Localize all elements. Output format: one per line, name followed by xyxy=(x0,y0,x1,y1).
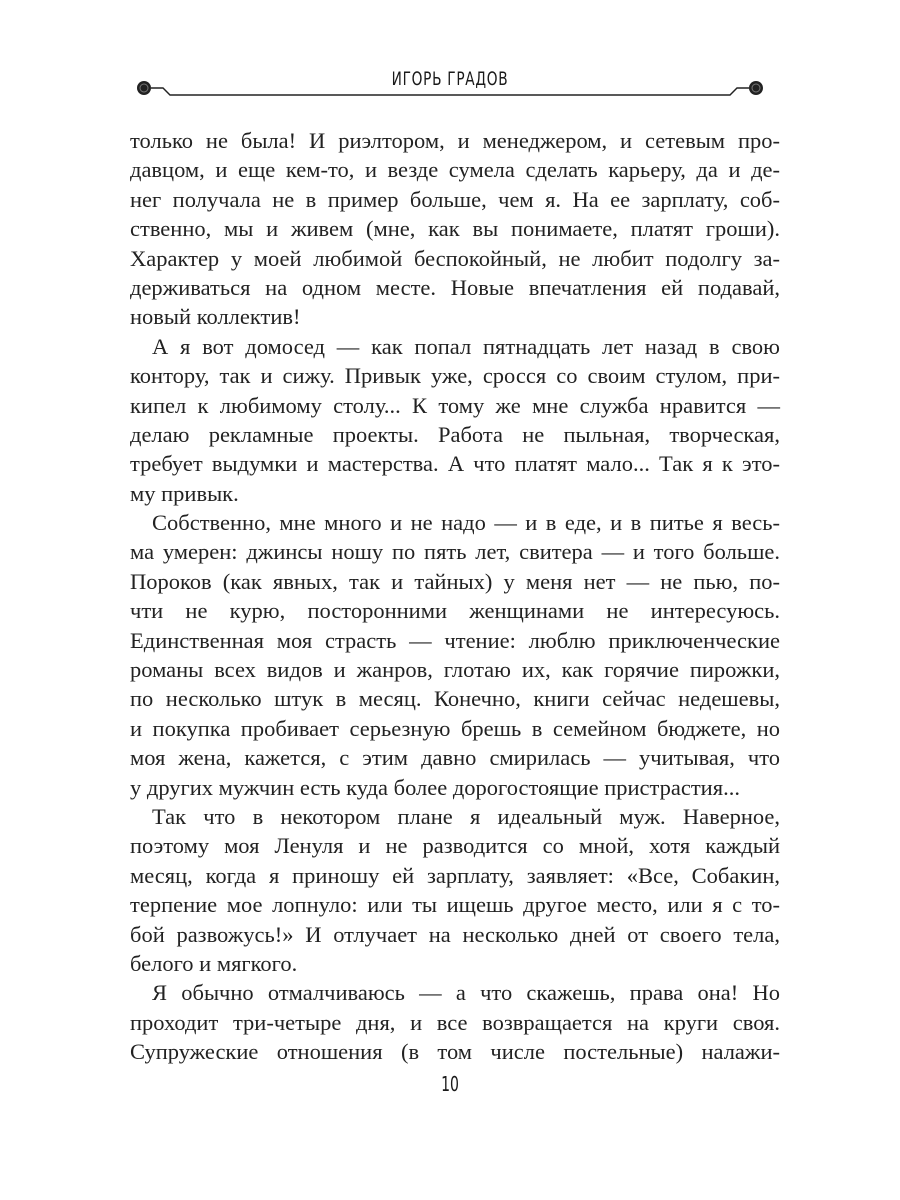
running-header-author: ИГОРЬ ГРАДОВ xyxy=(391,68,509,90)
text-line: моя жена, кажется, с этим давно смирилась — учитывая, что xyxy=(130,745,780,771)
text-line: Так что в некотором плане я идеальный муж. Наверное, xyxy=(152,803,780,829)
text-line: терпение мое лопнуло: или ты ищешь другое место, или я с то- xyxy=(130,892,780,918)
text-line: му привык. xyxy=(130,480,239,506)
text-line: нег получала не в пример больше, чем я. На ее зарплату, соб- xyxy=(130,186,780,212)
text-line: бой развожусь!» И отлучает на несколько дней от своего тела, xyxy=(130,921,780,947)
text-line: Пороков (как явных, так и тайных) у меня нет — не пью, по- xyxy=(130,568,780,594)
text-line: ма умерен: джинсы ношу по пять лет, свитера — и того больше. xyxy=(130,539,780,565)
page-number: 10 xyxy=(441,1072,459,1096)
text-line: давцом, и еще кем-то, и везде сумела сделать карьеру, да и де- xyxy=(130,157,780,183)
body-text xyxy=(130,126,780,1067)
text-line: кипел к любимому столу... К тому же мне служба нравится — xyxy=(130,392,780,418)
text-line: требует выдумки и мастерства. А что платят мало... Так я к это- xyxy=(130,451,780,477)
text-line: делаю рекламные проекты. Работа не пыльная, творческая, xyxy=(130,421,780,447)
text-line: белого и мягкого. xyxy=(130,950,298,976)
text-line: держиваться на одном месте. Новые впечатления ей подавай, xyxy=(130,274,780,300)
text-line: ственно, мы и живем (мне, как вы понимаете, платят гроши). xyxy=(130,216,780,242)
text-line: чти не курю, посторонними женщинами не интересуюсь. xyxy=(130,598,780,624)
text-line: новый коллектив! xyxy=(130,304,301,330)
text-line: только не была! И риэлтором, и менеджером, и сетевым про- xyxy=(130,128,780,153)
text-line: месяц, когда я приношу ей зарплату, заявляет: «Все, Собакин, xyxy=(130,862,780,888)
text-line: А я вот домосед — как попал пятнадцать лет назад в свою xyxy=(152,333,780,359)
text-line: и покупка пробивает серьезную брешь в семейном бюджете, но xyxy=(130,715,780,741)
header-ornament-rule xyxy=(0,0,900,120)
text-line: у других мужчин есть куда более дорогостоящие пристрастия... xyxy=(130,774,740,800)
text-line: проходит три-четыре дня, и все возвращается на круги своя. xyxy=(130,1009,780,1035)
text-line: поэтому моя Ленуля и не разводится со мной, хотя каждый xyxy=(130,833,780,859)
text-line: Характер у моей любимой беспокойный, не любит подолгу за- xyxy=(130,245,780,271)
text-line: Супружеские отношения (в том числе постельные) налажи- xyxy=(130,1039,780,1065)
text-line: Единственная моя страсть — чтение: люблю приключенческие xyxy=(130,627,780,653)
text-line: Я обычно отмалчиваюсь — а что скажешь, права она! Но xyxy=(152,980,780,1006)
text-line: Собственно, мне много и не надо — и в еде, и в питье я весь- xyxy=(152,510,780,536)
text-line: романы всех видов и жанров, глотаю их, как горячие пирожки, xyxy=(130,657,780,683)
text-line: по несколько штук в месяц. Конечно, книги сейчас недешевы, xyxy=(130,686,780,712)
text-line: контору, так и сижу. Привык уже, сросся со своим стулом, при- xyxy=(130,363,780,389)
